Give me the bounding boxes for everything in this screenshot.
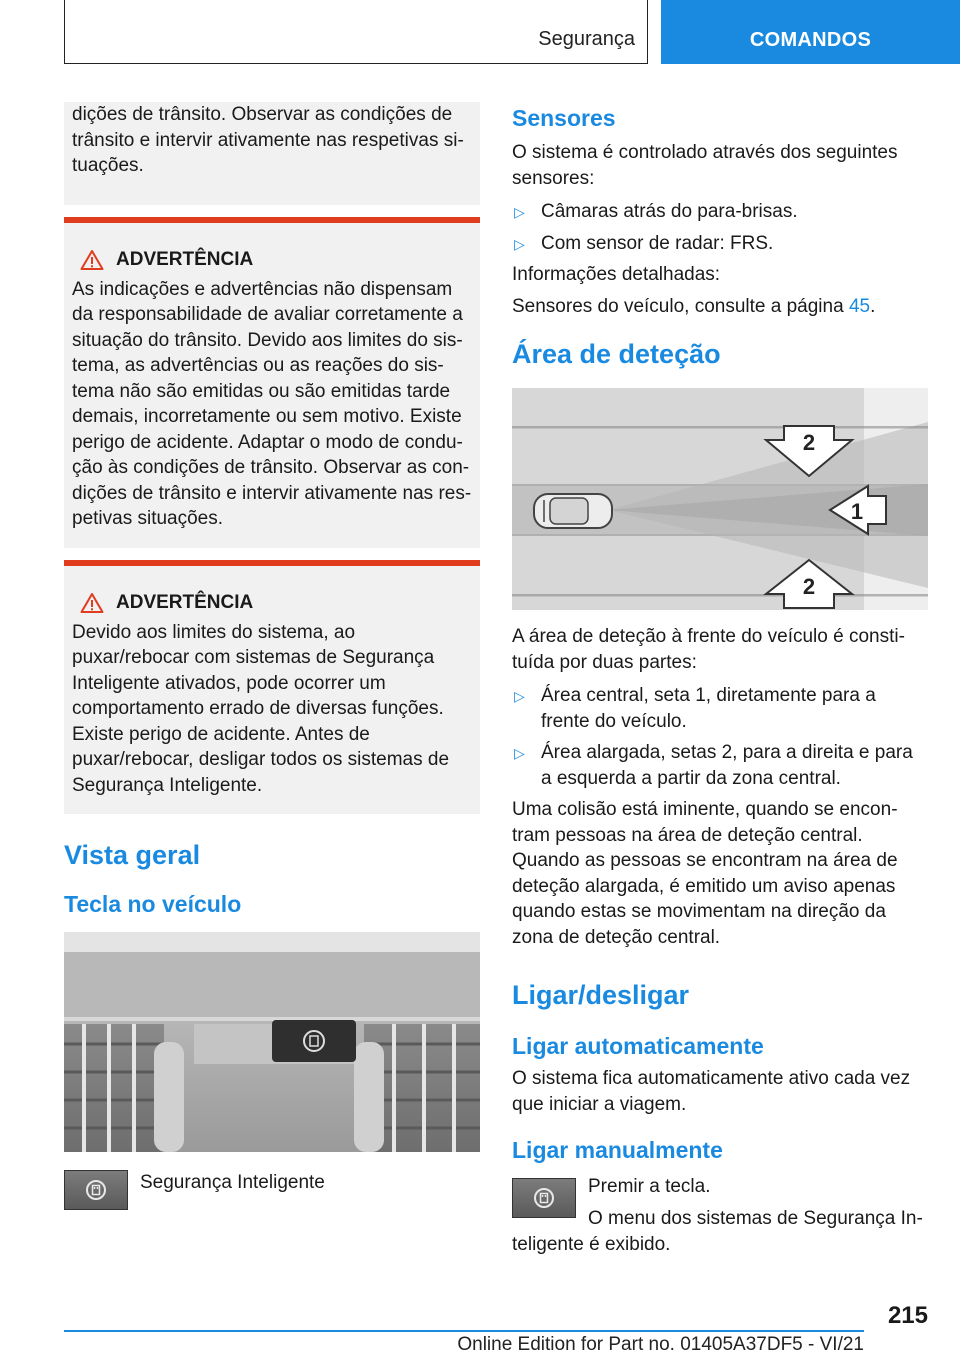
warning-text: Devido aos limites do sistema, ao puxar/rebocar com sistemas de Segurança Inteligente ativados, pode ocorrer um comportamento errado de diversas funções. Existe perigo de acidente. Antes de puxar/rebocar, desligar todos os sistemas de Segurança Inteligente. [72,621,450,796]
sensors-intro: O sistema é controlado através dos seguintes sensores: [512,142,898,189]
details-reference: Sensores do veículo, consulte a página 45. [512,295,876,317]
warning-triangle-icon [80,249,104,271]
svg-text:2: 2 [802,574,816,599]
dashboard-button-photo [64,932,480,1152]
area-text: Uma colisão está iminente, quando se encontram pessoas na área de deteção central. Quando as pessoas se encontram na área de deteção alargada, é emitido um aviso apenas quando estas se movimentam na direção da zona de deteção central. [512,799,898,948]
svg-text:1: 1 [850,499,864,524]
warning-title: ADVERTÊNCIA [80,249,472,271]
list-item: ▷ Câmaras atrás do para-brisas. [512,199,928,225]
area-list [512,683,928,791]
bullet-triangle-icon: ▷ [514,745,525,761]
manual-text: O menu dos sistemas de Segurança Inteligente é exibido. [512,1208,923,1255]
right-column [512,102,928,1257]
sensors-list [512,199,928,256]
safety-button-icon [64,1170,128,1210]
list-item: ▷ Com sensor de radar: FRS. [512,231,928,257]
left-column [64,102,480,1210]
heading-sensors: Sensores [512,105,616,131]
auto-text: O sistema fica automaticamente ativo cada vez que iniciar a viagem. [512,1068,911,1115]
heading-onoff: Ligar/desligar [512,980,690,1010]
heading-overview: Vista geral [64,840,201,870]
car-icon [534,494,612,528]
safety-button-icon [512,1178,576,1218]
warning-box-1 [64,217,480,548]
bullet-triangle-icon: ▷ [514,235,525,252]
svg-text:2: 2 [802,430,816,455]
header-chapter: COMANDOS [661,0,960,64]
heading-area: Área de deteção [512,339,721,369]
intro-text: dições de trânsito. Observar as condições de trânsito e intervir ativamente nas respetivas situações. [72,104,464,176]
button-caption: Segurança Inteligente [140,1172,325,1193]
page-link[interactable]: 45 [848,295,871,317]
details-label: Informações detalhadas: [512,264,721,285]
button-legend [64,1170,480,1210]
list-item: ▷ Área central, seta 1, diretamente para a frente do veículo. [514,685,876,732]
footer-divider [64,1330,864,1332]
list-item: ▷ Área alargada, setas 2, para a direita e para a esquerda a partir da zona central. [514,742,913,789]
heading-auto: Ligar automaticamente [512,1033,764,1059]
warning-box-2 [64,560,480,815]
footer-edition: Online Edition for Part no. 01405A37DF5 - VI/21 [457,1334,864,1355]
intro-box [64,102,480,205]
warning-text: As indicações e advertências não dispensam da responsabilidade de avaliar corretamente a situação do trânsito. Devido aos limites do sistema, as advertências ou as reações do sistema não são emitidas ou são emitidas tarde demais, incorretamente ou sem motivo. Existe perigo de acidente. Adaptar o modo de condução às condições de trânsito. Observar as condições de trânsito e intervir ativamente nas respetivas situações. [72,278,472,529]
warning-triangle-icon [80,592,104,614]
manual-step-text: Premir a tecla. [588,1176,711,1197]
bullet-triangle-icon: ▷ [514,204,525,220]
heading-manual: Ligar manualmente [512,1137,723,1163]
heading-button: Tecla no veículo [64,891,242,917]
page-number: 215 [887,1302,928,1329]
warning-title: ADVERTÊNCIA [80,592,472,614]
area-intro: A área de deteção à frente do veículo é constituída por duas partes: [512,626,905,673]
detection-area-diagram [512,388,928,610]
bullet-triangle-icon: ▷ [514,688,525,704]
header-section: Segurança [538,28,635,50]
